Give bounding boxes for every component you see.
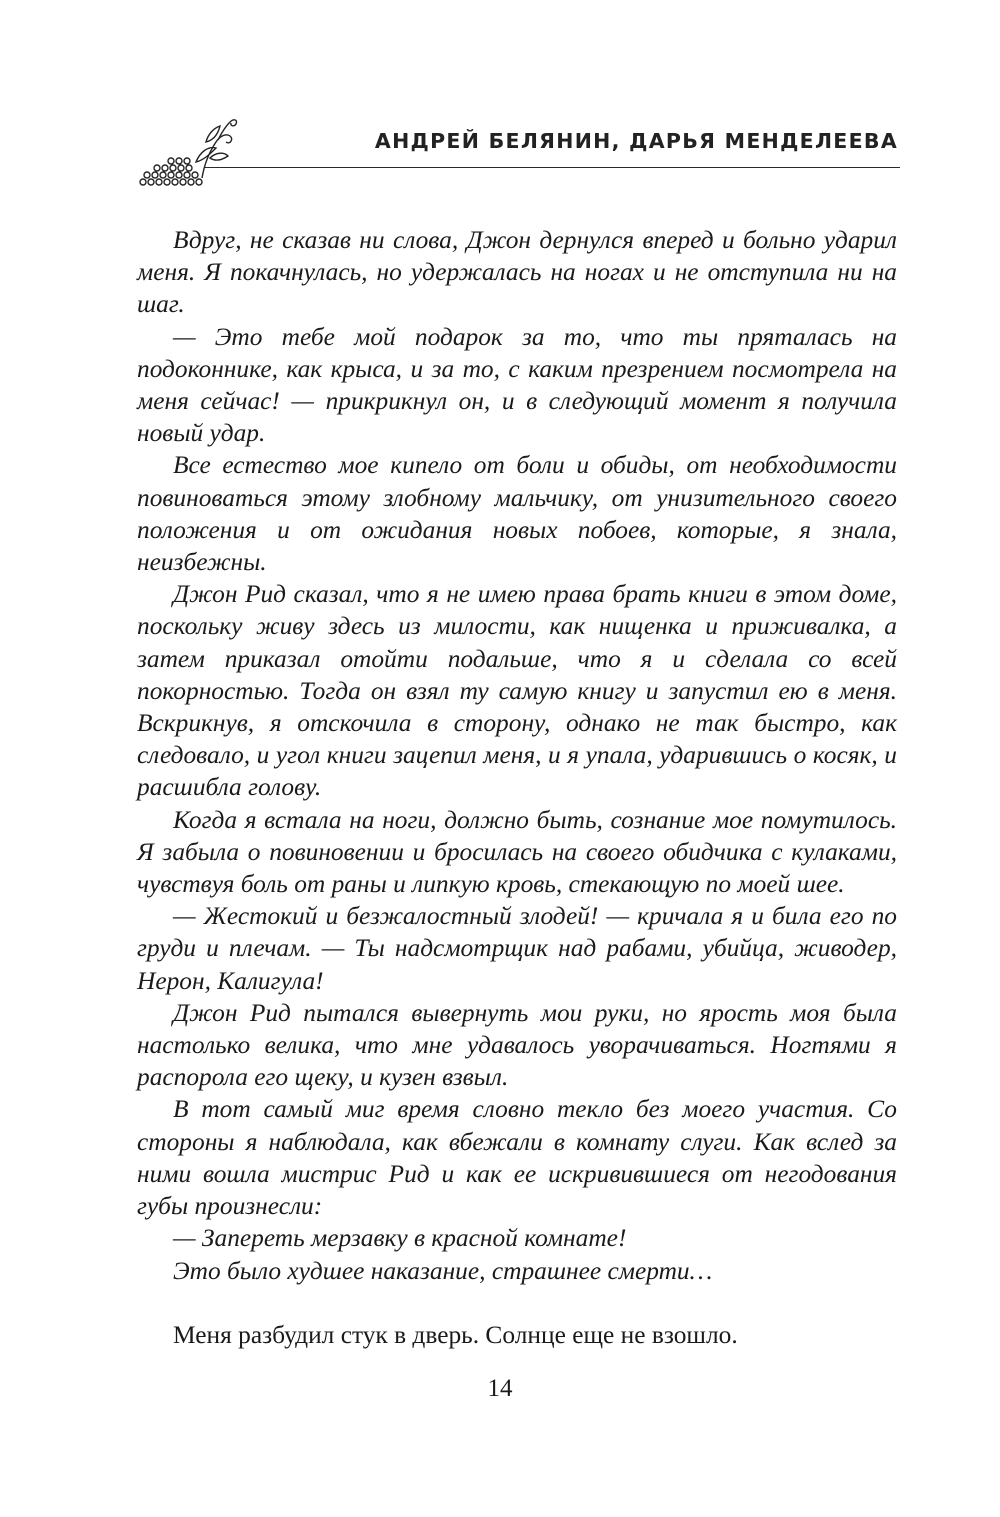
running-title: АНДРЕЙ БЕЛЯНИН, ДАРЬЯ МЕНДЕЛЕЕВА — [374, 129, 898, 153]
paragraph: Вдруг, не сказав ни слова, Джон дернулся вперед и больно ударил меня. Я покачнулась, но удержалась на ногах и не отступила ни на шаг. — [137, 226, 897, 319]
paragraph: Это было худшее наказание, страшнее смерти… — [173, 1256, 713, 1285]
paragraph: В тот самый миг время словно текло без моего участия. Со стороны я наблюдала, как вбежали в комнату слуги. Как вслед за ними вошла мистрис Рид и как ее искривившиеся от негодования губы произнесли: — [137, 1095, 897, 1221]
paragraph: — Жестокий и безжалостный злодей! — кричала я и била его по груди и плечам. — Ты надсмотрщик над рабами, убийца, живодер, Нерон, Калигула! — [137, 902, 897, 995]
paragraph: Все естество мое кипело от боли и обиды, от необходимости повиноваться этому злобному мальчику, от унизительного своего положения и от ожидания новых побоев, которые, я знала, неизбежны. — [137, 451, 897, 577]
paragraph: Джон Рид сказал, что я не имею права брать книги в этом доме, поскольку живу здесь из милости, как нищенка и приживалка, а затем приказал отойти подальше, что я и сделала со всей покорностью. Тогда он взял ту самую книгу и запустил ею в меня. Вскрикнув, я отскочила в сторону, однако не так быстро, как следовало, и угол книги зацепил меня, и я упала, ударившись о косяк, и расшибла голову. — [137, 580, 897, 802]
body-text — [137, 224, 897, 1351]
paragraph: — Это тебе мой подарок за то, что ты пряталась на подоконнике, как крыса, и за то, с каким презрением посмотрела на меня сейчас! — прикрикнул он, и в следующий момент я получила новый удар. — [137, 322, 897, 448]
paragraph: — Запереть мерзавку в красной комнате! — [173, 1224, 627, 1253]
header-rule — [205, 167, 900, 168]
paragraph: Когда я встала на ноги, должно быть, сознание мое помутилось. Я забыла о повиновении и бросилась на своего обидчика с кулаками, чувствуя боль от раны и липкую кровь, стекающую по моей шее. — [137, 805, 897, 899]
paragraph: Джон Рид пытался вывернуть мои руки, но ярость моя была настолько велика, что мне удавалось уворачиваться. Ногтями я распорола его щеку, и кузен взвыл. — [137, 998, 897, 1092]
paragraph: Меня разбудил стук в дверь. Солнце еще не взошло. — [173, 1320, 738, 1349]
grape-vine-ornament-icon — [130, 112, 240, 192]
page-number: 14 — [487, 1375, 513, 1402]
page-header — [130, 112, 900, 192]
